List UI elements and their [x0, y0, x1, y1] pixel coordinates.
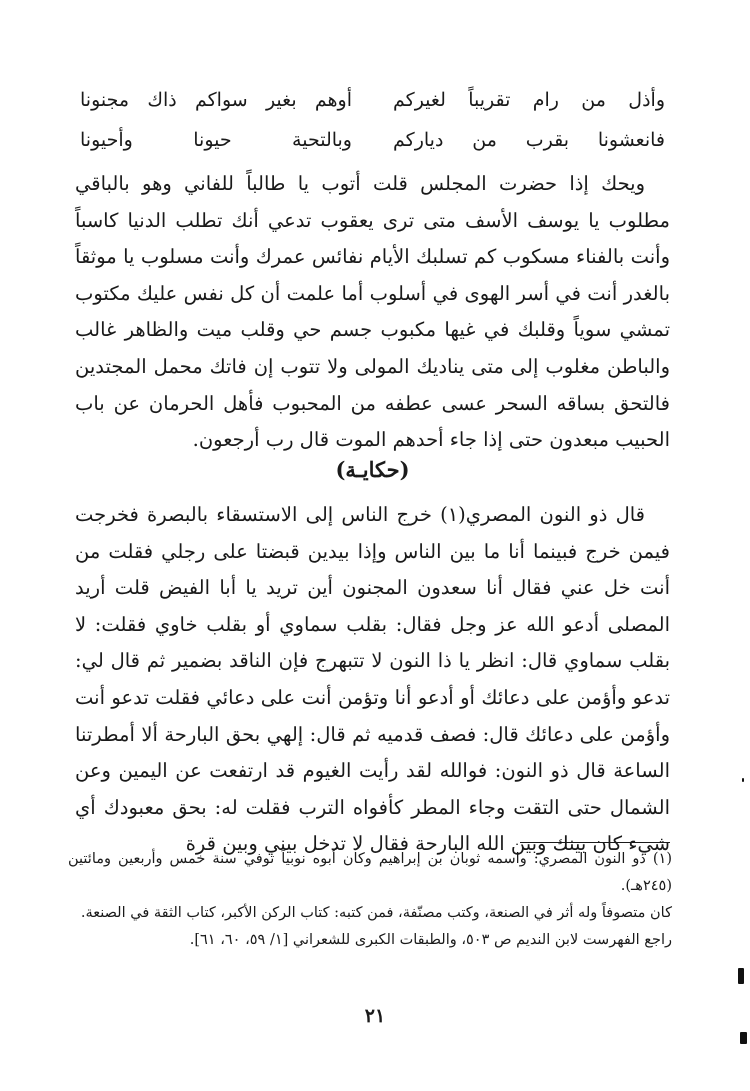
footnote-line: كان متصوفاً وله أثر في الصنعة، وكتب مصنّفة، فمن كتبه: كتاب الركن الأكبر، كتاب الثقة في الصنعة. — [80, 905, 672, 921]
poem-verse — [80, 120, 665, 160]
sermon-paragraph: ويحك إذا حضرت المجلس قلت أتوب يا طالباً للفاني وهو بالباقي مطلوب يا يوسف الأسف متى ترى يعقوب تدعي أنك تطلب الدنيا كاسباً وأنت بالفناء مسكوب كم تسلبك الأيام نفائس عمرك وأنت مسلوب يا موثقاً بالغدر أنت في أسر الهوى في أسلوب أما علمت أن كل نفس عليك مكتوب تمشي سوياً وقلبك في غيها مكبوب جسم حي وقلب ميت والظاهر غالب والباطن مغلوب إلى متى يناديك المولى ولا تتوب إن فاتك محمل المجتدين فالتحق بساقه السحر عسى عطفه من المحبوب فأهل الحرمان عن باب الحبيب مبعدون حتى إذا جاء أحدهم الموت قال رب أرجعون. — [75, 172, 670, 452]
footnote-separator — [520, 842, 670, 843]
scan-speck — [742, 778, 744, 782]
story-paragraph: قال ذو النون المصري(١) خرج الناس إلى الاستسقاء بالبصرة فخرجت فيمن خرج فبينما أنا ما بين الناس وإذا بيدين قبضتا على رجلي فقلت من أنت خل عني فقال أنا سعدون المجنون أين تريد يا أبا الفيض قلت أريد المصلى أدعو الله عز وجل فقال: بقلب سماوي أو بقلب خاوي فقلت: لا بقلب سماوي قال: انظر يا ذا النون لا تتبهرج فإن الناقد بضمير ثم قال لي: تدعو وأؤمن على دعائك أو أدعو أنا وتؤمن أنت على دعائي فقلت تدعو أنت وأؤمن على دعائك قال: فصف قدميه ثم قال: إلهي بحق البارحة ألا أمطرتنا الساعة قال ذو النون: فوالله لقد رأيت الغيوم قد ارتفعت عن اليمين وعن الشمال حتى التقت وجاء المطر كأفواه الترب فقلت له: بحق معبودك أي شيء كان بينك وبين الله البارحة فقال لا تدخل بيني وبين قرة — [75, 503, 670, 856]
scan-speck — [740, 1032, 747, 1044]
verse-first-hemistich: فانعشونا بقرب من دياركم — [393, 129, 665, 151]
poem-verse — [80, 80, 665, 120]
verse-second-hemistich: وبالتحية حيونا وأحيونا — [80, 129, 352, 151]
footnotes — [68, 846, 672, 954]
verse-second-hemistich: أوهم بغير سواكم ذاك مجنونا — [80, 89, 352, 111]
verse-first-hemistich: وأذل من رام تقريباً لغيركم — [393, 89, 665, 111]
page-number: ٢١ — [364, 1005, 386, 1027]
poem-block — [80, 80, 665, 160]
scan-speck — [738, 968, 744, 984]
footnote-line: (١) ذو النون المصري: واسمه ثوبان بن إبراهيم وكان أبوه نوبياً توفي سنة خمس وأربعين ومائتين (٢٤٥هـ). — [68, 851, 672, 894]
section-heading: (حكايـة) — [335, 457, 410, 482]
footnote-line: راجع الفهرست لابن النديم ص ٥٠٣، والطبقات الكبرى للشعراني [١/ ٥٩، ٦٠، ٦١]. — [189, 932, 672, 948]
